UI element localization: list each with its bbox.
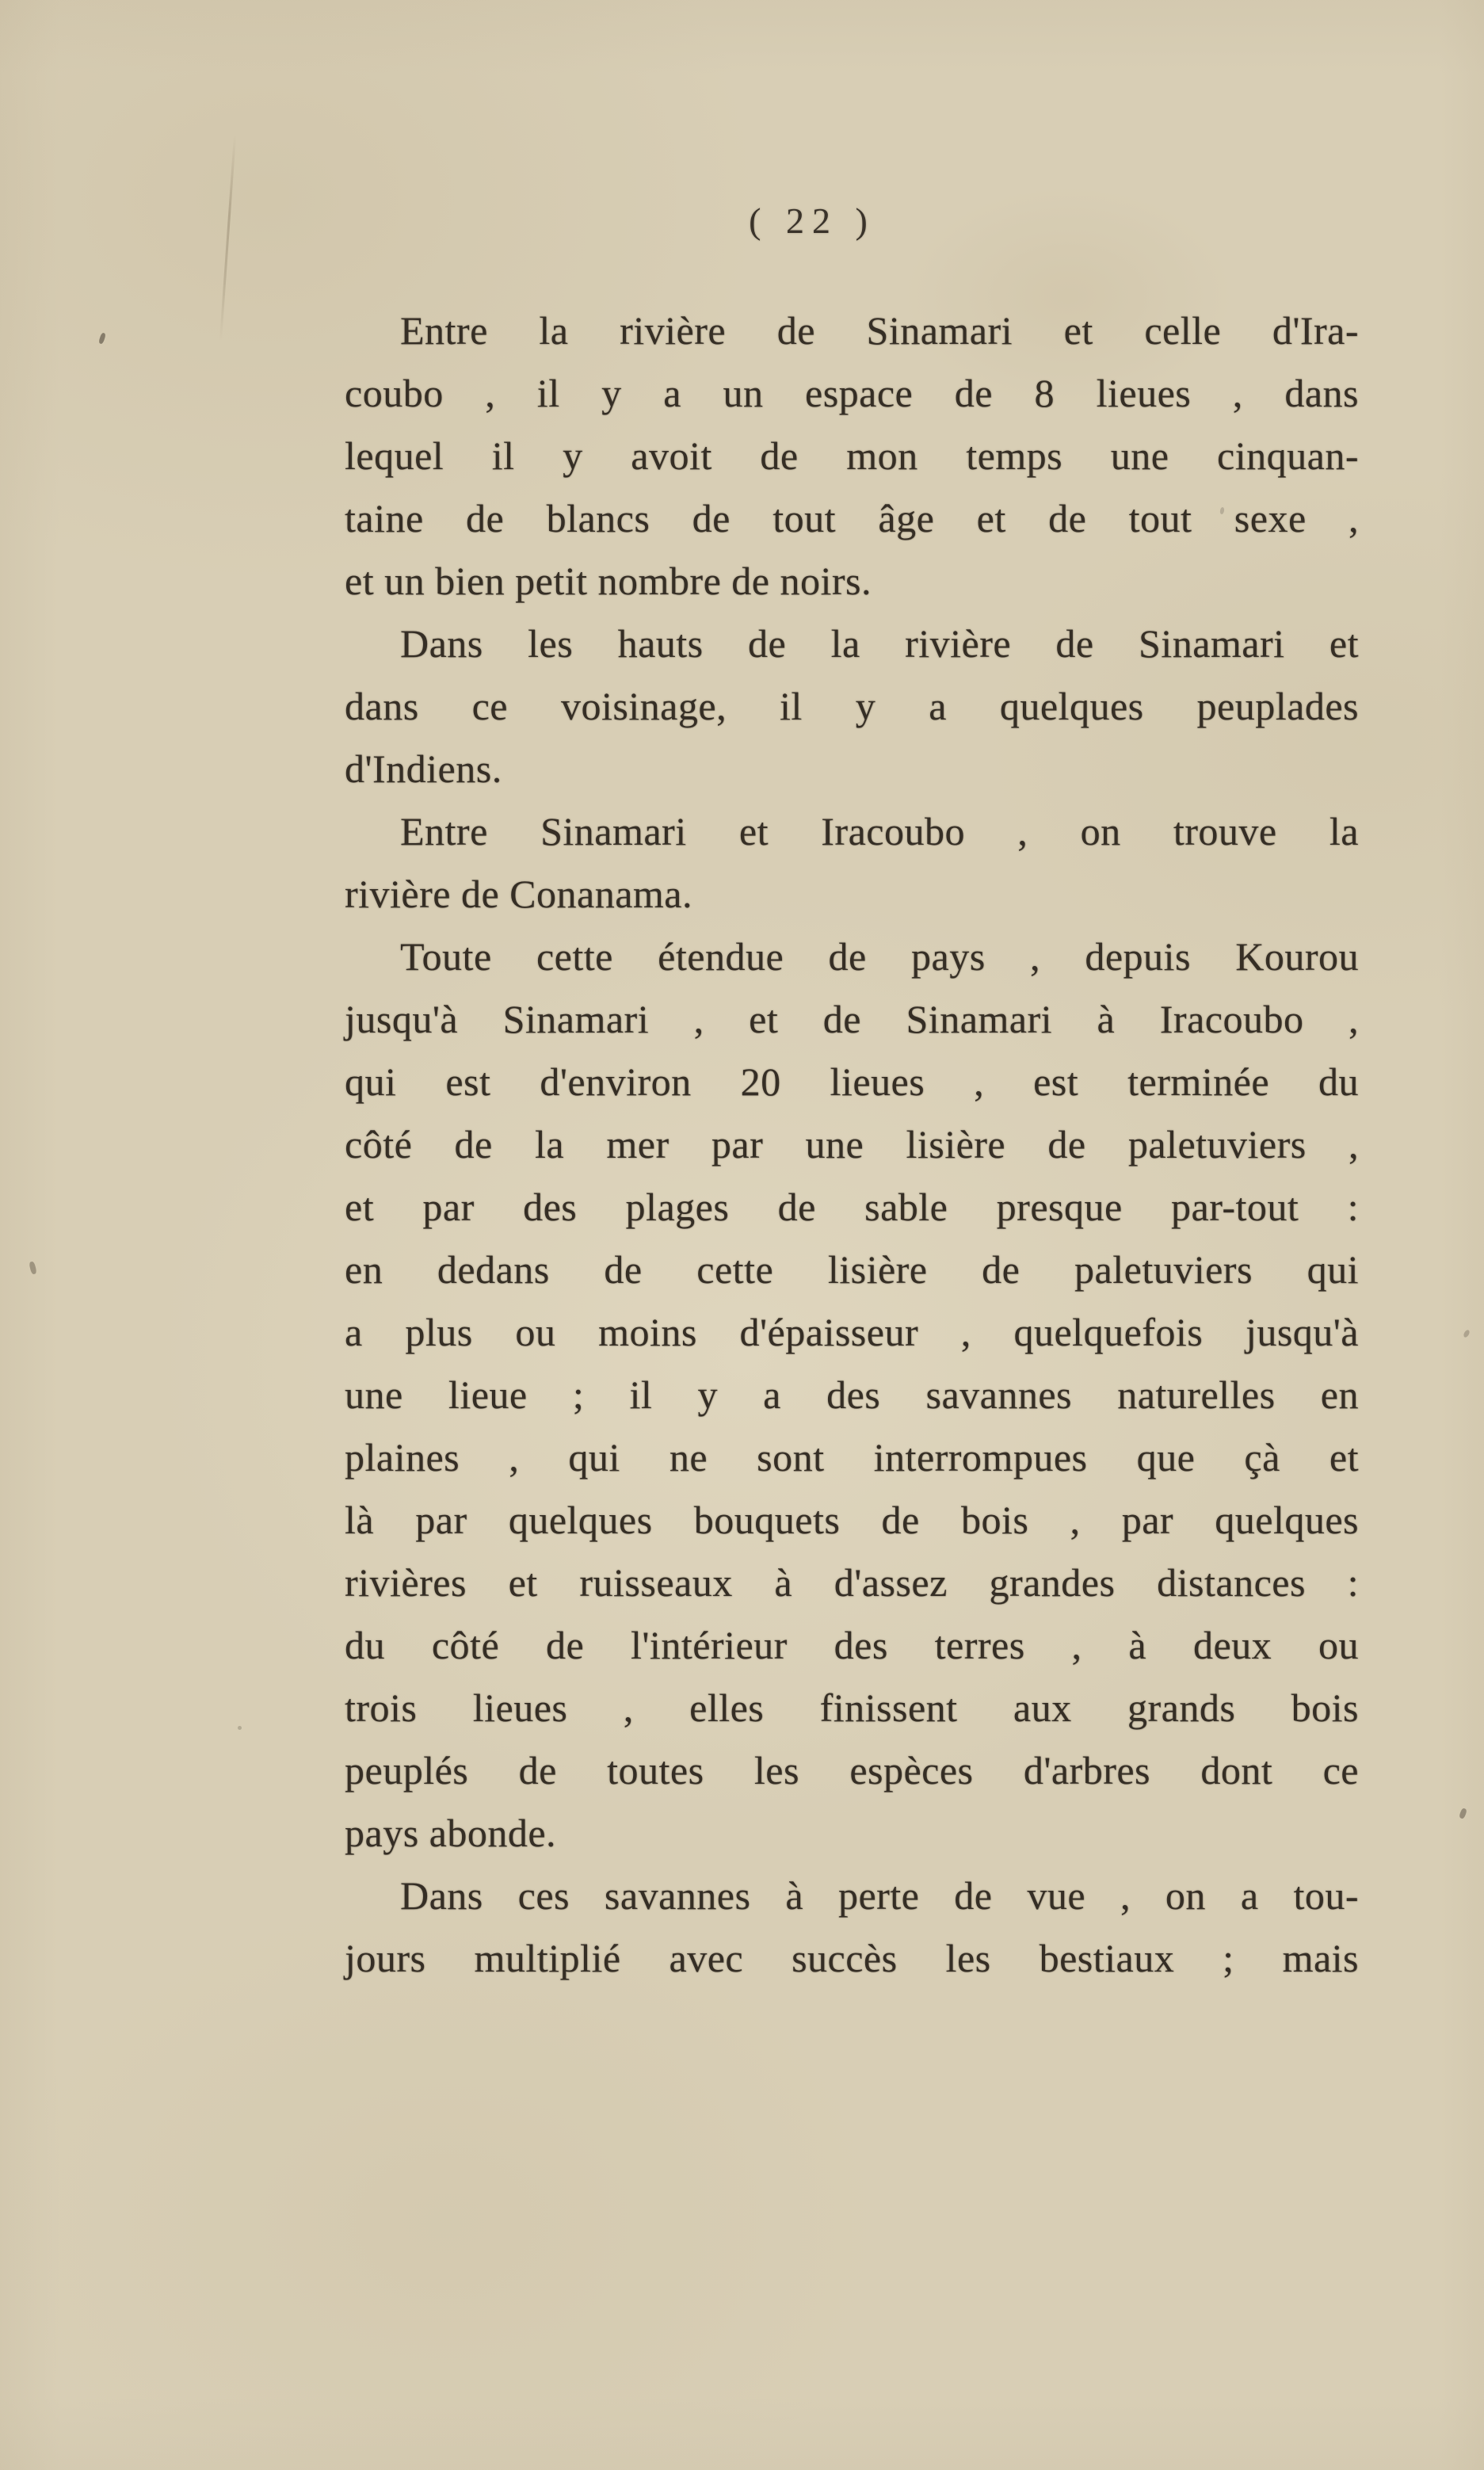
text-line: Entre la rivière de Sinamari et celle d'Ira-: [400, 308, 1359, 353]
text-line: rivière de Conanama.: [345, 872, 692, 916]
text-line: en dedans de cette lisière de paletuviers qui: [345, 1247, 1359, 1292]
text-line: pays abonde.: [345, 1811, 557, 1855]
paragraph: [345, 800, 1359, 926]
text-line: a plus ou moins d'épaisseur , quelquefois jusqu'à: [345, 1310, 1359, 1354]
text-line: plaines , qui ne sont interrompues que çà et: [345, 1435, 1359, 1479]
text-line: dans ce voisinage, il y a quelques peuplades: [345, 684, 1359, 728]
text-line: jours multiplié avec succès les bestiaux ; mais: [345, 1936, 1359, 1980]
text-line: d'Indiens.: [345, 746, 502, 791]
text-line: Dans ces savannes à perte de vue , on a tou-: [400, 1873, 1359, 1918]
text-line: là par quelques bouquets de bois , par quelques: [345, 1498, 1359, 1542]
text-line: qui est d'environ 20 lieues , est terminée du: [345, 1059, 1359, 1104]
text-line: lequel il y avoit de mon temps une cinquan-: [345, 433, 1359, 478]
text-line: côté de la mer par une lisière de paletuviers ,: [345, 1122, 1359, 1166]
paper-crease: [219, 135, 236, 341]
text-line: trois lieues , elles finissent aux grands bois: [345, 1685, 1359, 1730]
text-line: rivières et ruisseaux à d'assez grandes distances :: [345, 1560, 1359, 1605]
paragraph: [345, 300, 1359, 613]
paragraph: [345, 926, 1359, 1865]
text-line: et un bien petit nombre de noirs.: [345, 559, 872, 603]
text-line: une lieue ; il y a des savannes naturelles en: [345, 1372, 1359, 1417]
text-line: Entre Sinamari et Iracoubo , on trouve la: [400, 809, 1359, 853]
ink-speck: [1459, 1808, 1467, 1819]
text-line: Toute cette étendue de pays , depuis Kourou: [400, 934, 1359, 979]
text-line: Dans les hauts de la rivière de Sinamari et: [400, 621, 1359, 666]
text-line: peuplés de toutes les espèces d'arbres dont ce: [345, 1748, 1359, 1792]
text-line: du côté de l'intérieur des terres , à deux ou: [345, 1623, 1359, 1667]
text-line: jusqu'à Sinamari , et de Sinamari à Iracoubo ,: [345, 997, 1359, 1041]
ink-speck: [29, 1261, 37, 1274]
ink-speck: [1463, 1329, 1471, 1338]
text-line: et par des plages de sable presque par-tout :: [345, 1185, 1359, 1229]
page-number: ( 22 ): [749, 200, 876, 241]
text-line: taine de blancs de tout âge et de tout sexe ,: [345, 496, 1359, 540]
paragraph: [345, 1865, 1359, 1990]
ink-speck: [238, 1726, 242, 1730]
ink-speck: [98, 332, 106, 344]
text-line: coubo , il y a un espace de 8 lieues , dans: [345, 371, 1359, 415]
paragraph: [345, 613, 1359, 800]
page-text: [345, 300, 1359, 1990]
